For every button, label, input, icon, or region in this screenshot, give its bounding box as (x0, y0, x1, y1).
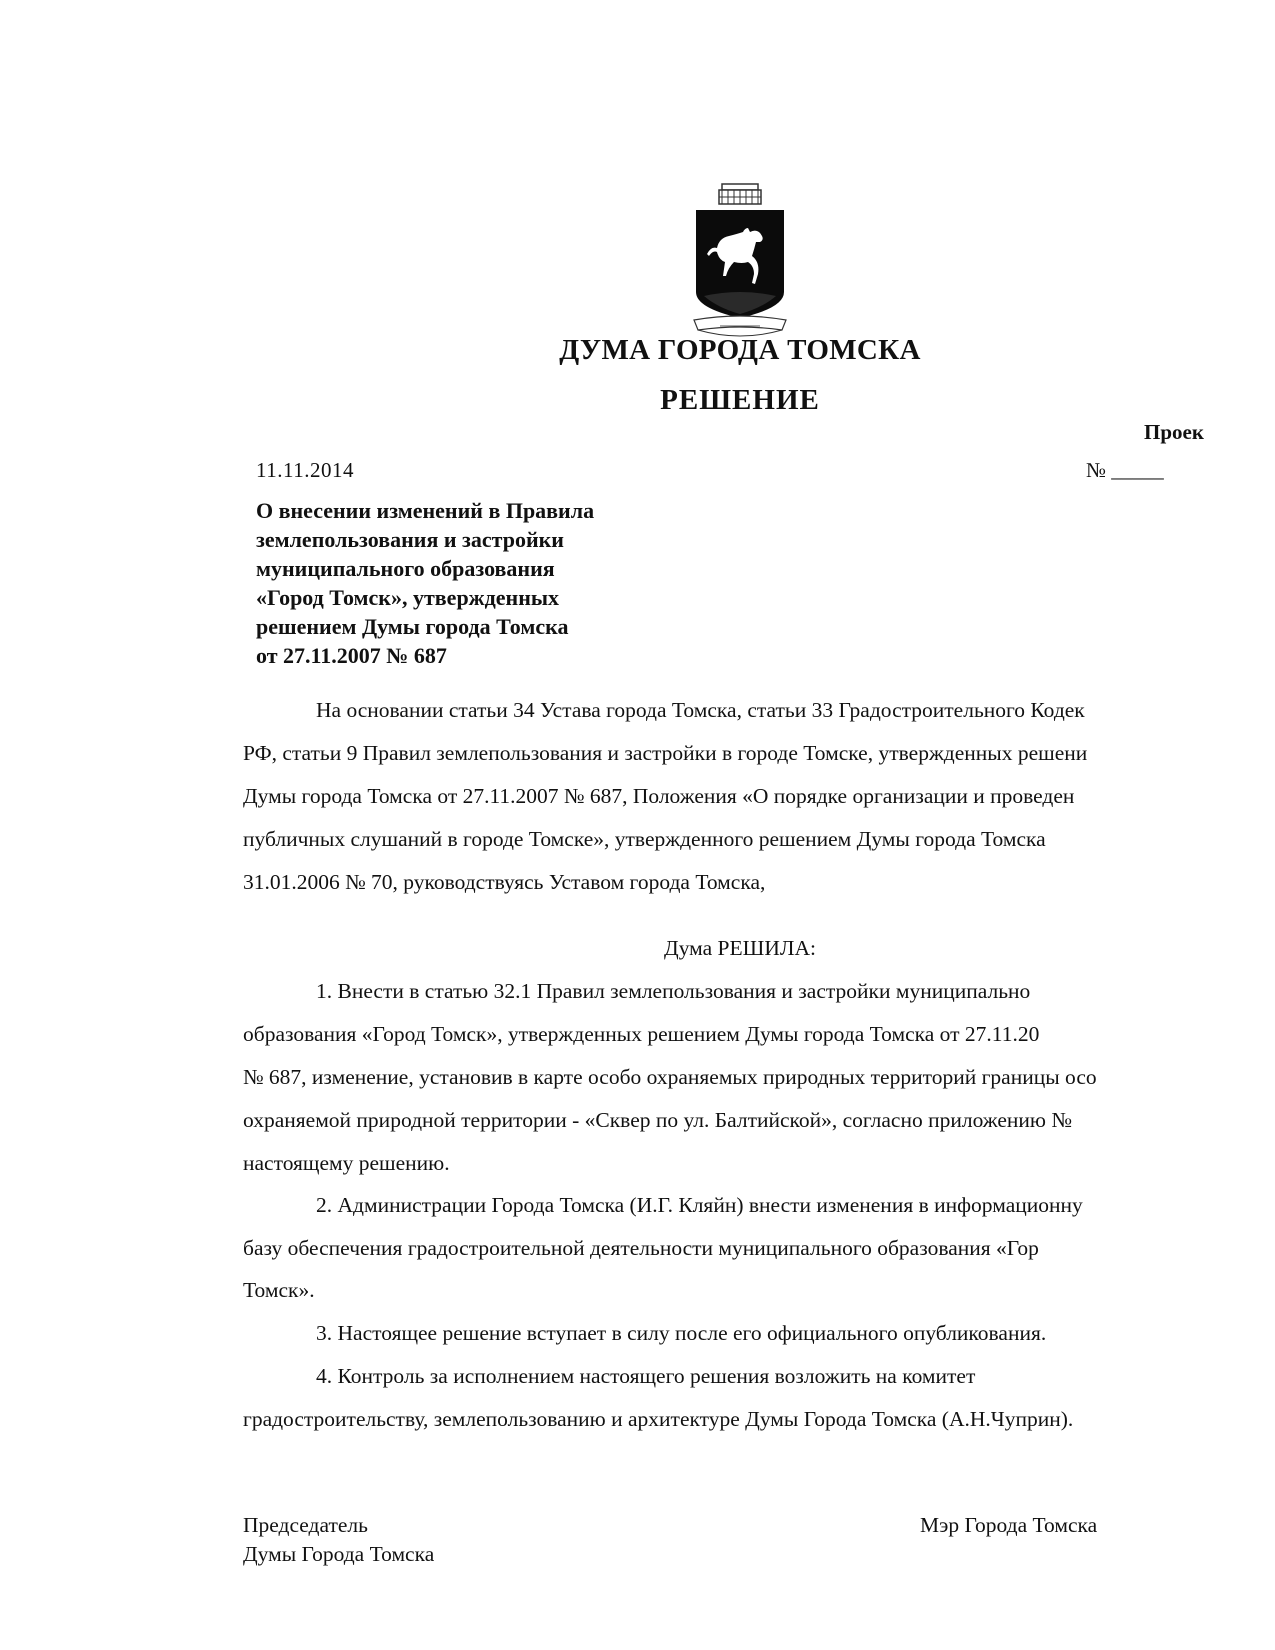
item-2-line: 2. Администрации Города Томска (И.Г. Кляйн) внести изменения в информационну (316, 1193, 1083, 1217)
item-1-line: 1. Внести в статью 32.1 Правил землепользования и застройки муниципально (316, 979, 1031, 1003)
item-1-line: образования «Город Томск», утвержденных решением Думы города Томска от 27.11.20 (243, 1022, 1040, 1046)
item-3-line: 3. Настоящее решение вступает в силу после его официального опубликования. (316, 1321, 1047, 1345)
item-4-line: 4. Контроль за исполнением настоящего решения возложить на комитет (316, 1364, 976, 1388)
draft-stamp: Проек (1144, 420, 1204, 444)
tomsk-coat-of-arms-icon (692, 180, 788, 352)
signature-left-title: Председатель (243, 1513, 368, 1537)
subject-line: муниципального образования (256, 556, 555, 581)
preamble-line: публичных слушаний в городе Томске», утвержденного решением Думы города Томска (243, 827, 1046, 851)
organization-title: ДУМА ГОРОДА ТОМСКА (559, 334, 921, 366)
document-subject (256, 496, 676, 670)
item-1-line: № 687, изменение, установив в карте особо охраняемых природных территорий границы осо (243, 1065, 1097, 1089)
subject-line: решением Думы города Томска (256, 614, 569, 639)
item-2-line: Томск». (243, 1278, 315, 1302)
resolved-heading: Дума РЕШИЛА: (664, 936, 816, 960)
signature-left-org: Думы Города Томска (243, 1542, 435, 1566)
preamble-line: Думы города Томска от 27.11.2007 № 687, Положения «О порядке организации и проведен (243, 784, 1075, 808)
preamble-line: 31.01.2006 № 70, руководствуясь Уставом города Томска, (243, 870, 766, 894)
item-2-line: базу обеспечения градостроительной деятельности муниципального образования «Гор (243, 1236, 1039, 1260)
preamble-line: На основании статьи 34 Устава города Томска, статьи 33 Градостроительного Кодек (316, 698, 1085, 722)
item-1-line: настоящему решению. (243, 1151, 450, 1175)
document-type: РЕШЕНИЕ (660, 384, 820, 416)
signature-right-title: Мэр Города Томска (920, 1513, 1098, 1537)
document-number: № _____ (1086, 458, 1164, 482)
item-1-line: охраняемой природной территории - «Сквер по ул. Балтийской», согласно приложению № (243, 1108, 1072, 1132)
subject-line: землепользования и застройки (256, 527, 564, 552)
subject-line: от 27.11.2007 № 687 (256, 643, 447, 668)
subject-line: О внесении изменений в Правила (256, 498, 595, 523)
item-4-line: градостроительству, землепользованию и архитектуре Думы Города Томска (А.Н.Чуприн). (243, 1407, 1074, 1431)
subject-line: «Город Томск», утвержденных (256, 585, 560, 610)
preamble-line: РФ, статьи 9 Правил землепользования и застройки в городе Томске, утвержденных решени (243, 741, 1088, 765)
document-date: 11.11.2014 (256, 458, 354, 482)
